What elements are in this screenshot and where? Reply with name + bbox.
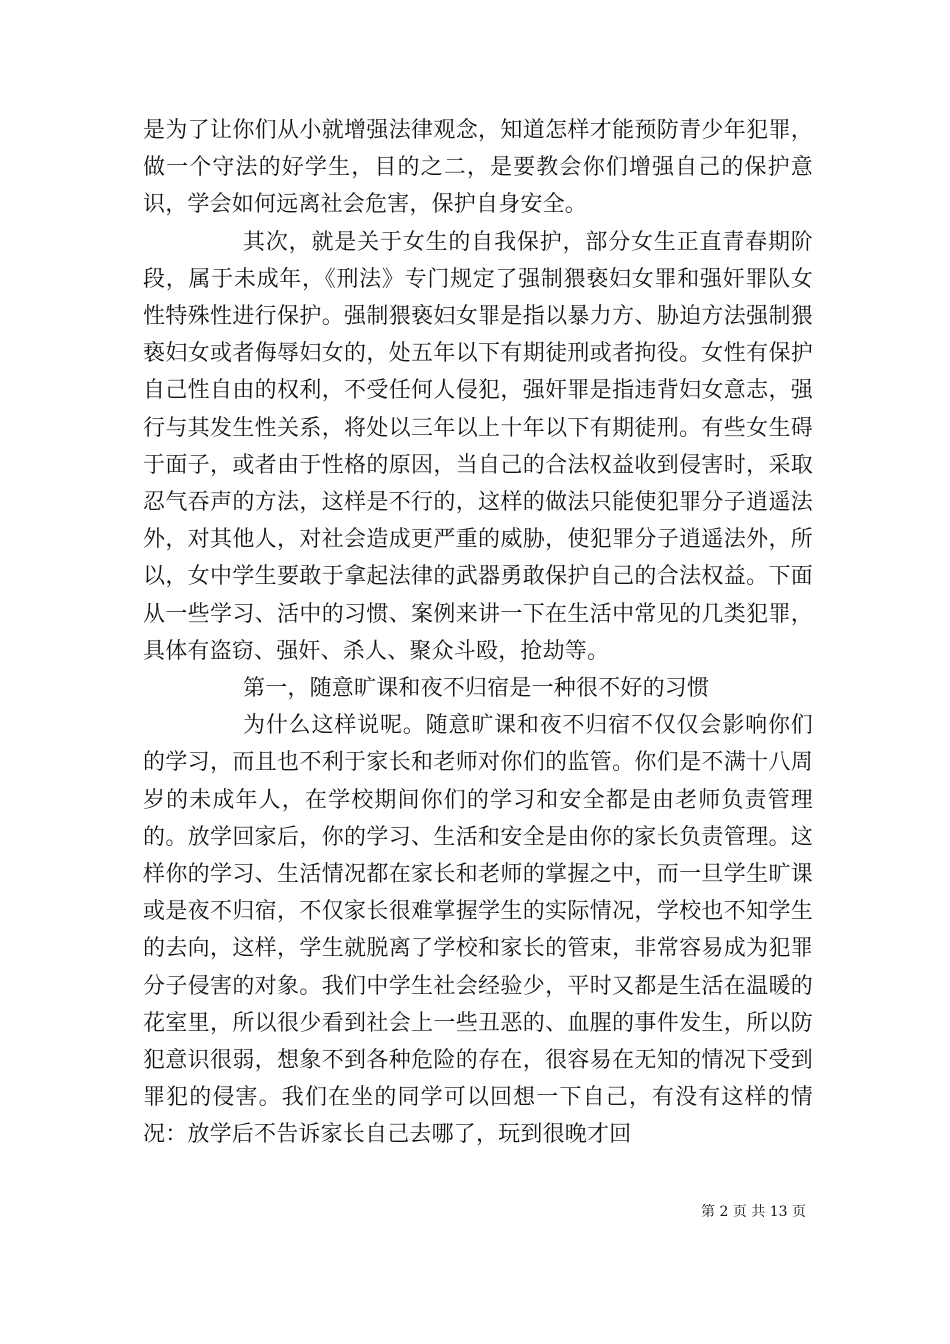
paragraph-continuation: 是为了让你们从小就增强法律观念，知道怎样才能预防青少年犯罪，做一个守法的好学生，目的之二，是要教会你们增强自己的保护意识，学会如何远离社会危害，保护自身安全。 [143, 118, 813, 218]
body-text [143, 112, 813, 1154]
paragraph-female-self-protection: 其次，就是关于女生的自我保护，部分女生正直青春期阶段，属于未成年，《刑法》专门规定了强制猥亵妇女罪和强奸罪队女性特殊性进行保护。强制猥亵妇女罪是指以暴力方、胁迫方法强制猥亵妇女或者侮辱妇女的，处五年以下有期徒刑或者拘役。女性有保护自己性自由的权利，不受任何人侵犯，强奸罪是指违背妇女意志，强行与其发生性关系，将处以三年以上十年以下有期徒刑。有些女生碍于面子，或者由于性格的原因，当自己的合法权益收到侵害时，采取忍气吞声的方法，这样是不行的，这样的做法只能使犯罪分子逍遥法外，对其他人，对社会造成更严重的威胁，使犯罪分子逍遥法外，所以，女中学生要敢于拿起法律的武器勇敢保护自己的合法权益。下面从一些学习、活中的习惯、案例来讲一下在生活中常见的几类犯罪，具体有盗窃、强奸、杀人、聚众斗殴，抢劫等。 [143, 229, 813, 664]
section-heading-first: 第一，随意旷课和夜不归宿是一种很不好的习惯 [243, 676, 710, 702]
page-footer: 第 2 页 共 13 页 [701, 1204, 806, 1220]
paragraph-truancy: 为什么这样说呢。随意旷课和夜不归宿不仅仅会影响你们的学习，而且也不利于家长和老师对你们的监管。你们是不满十八周岁的未成年人，在学校期间你们的学习和安全都是由老师负责管理的。放学回家后，你的学习、生活和安全是由你的家长负责管理。这样你的学习、生活情况都在家长和老师的掌握之中，而一旦学生旷课或是夜不归宿，不仅家长很难掌握学生的实际情况，学校也不知学生的去向，这样，学生就脱离了学校和家长的管束，非常容易成为犯罪分子侵害的对象。我们中学生社会经验少，平时又都是生活在温暖的花室里，所以很少看到社会上一些丑恶的、血腥的事件发生，所以防犯意识很弱，想象不到各种危险的存在，很容易在无知的情况下受到罪犯的侵害。我们在坐的同学可以回想一下自己，有没有这样的情况：放学后不告诉家长自己去哪了，玩到很晚才回 [143, 713, 813, 1148]
